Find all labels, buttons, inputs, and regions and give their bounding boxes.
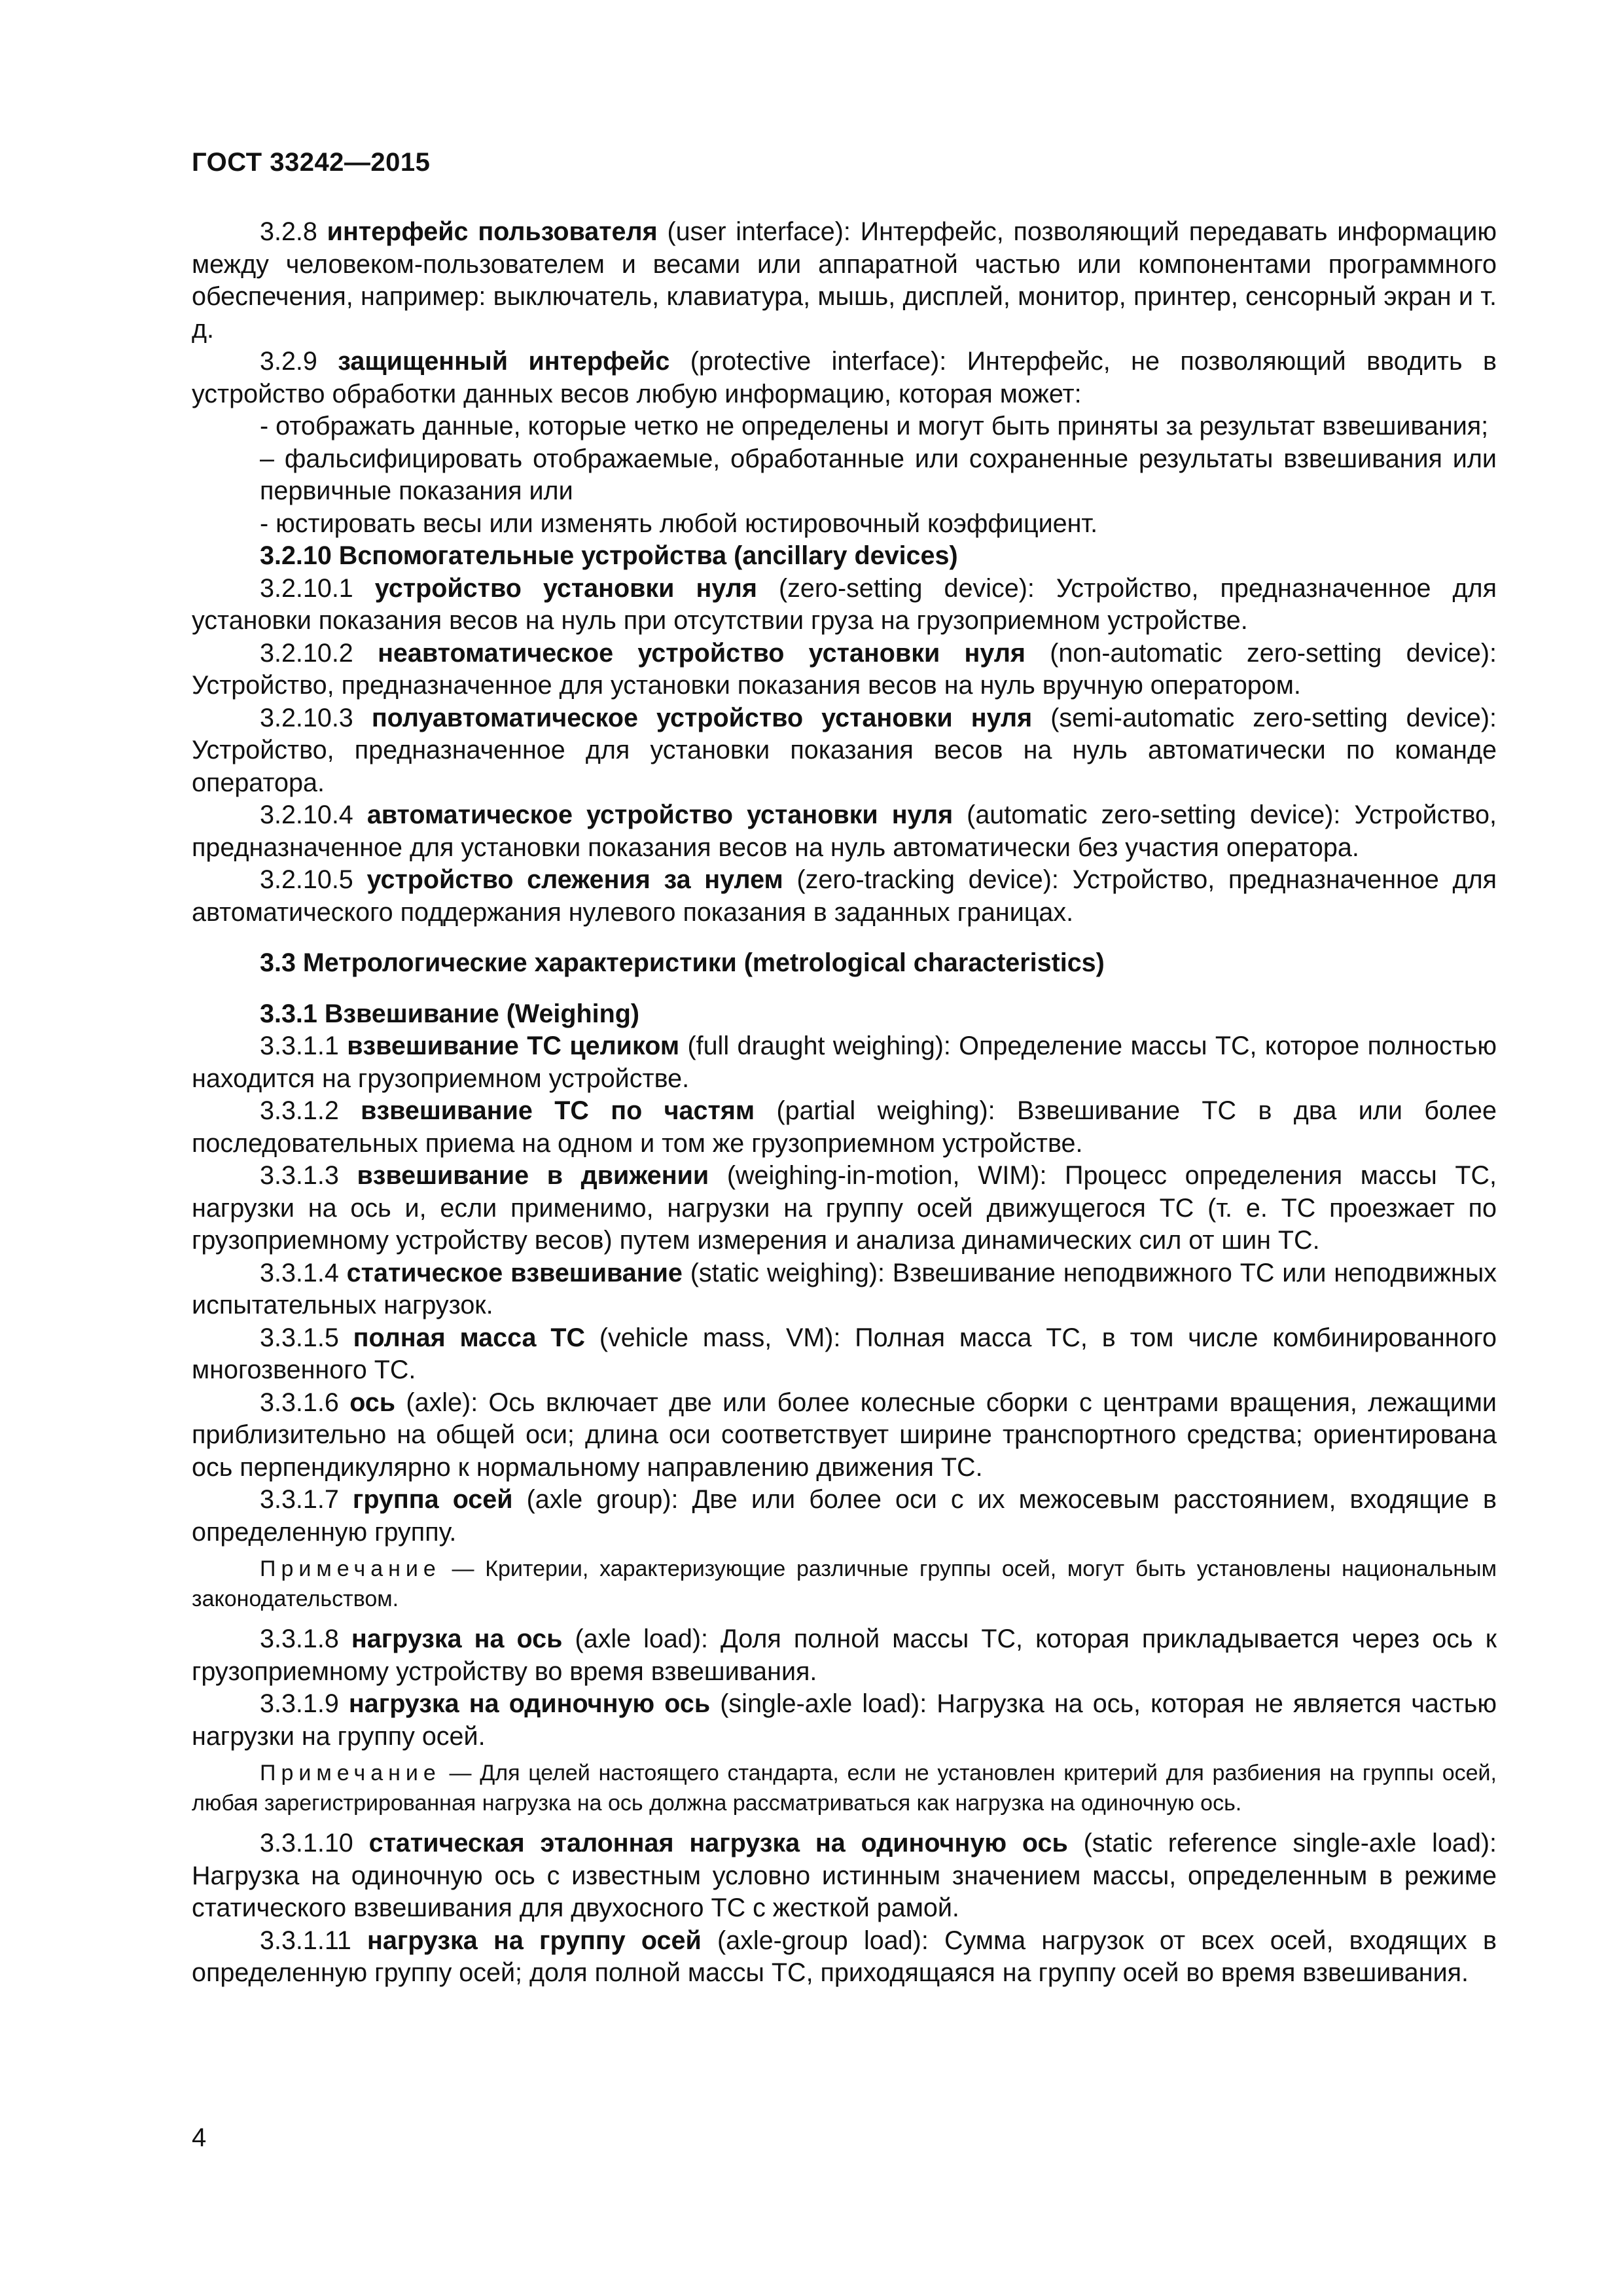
clause-number: 3.3.1.10	[260, 1829, 369, 1857]
clause-3-3-1-3	[192, 1160, 1497, 1257]
clause-term: статическое взвешивание	[346, 1258, 683, 1287]
note-text: — Критерии, характеризующие различные группы осей, могут быть установлены национальным законодательством.	[192, 1556, 1497, 1611]
clause-3-2-10-2	[192, 637, 1497, 702]
clause-3-3-1-10	[192, 1827, 1497, 1925]
clause-3-3-1-6	[192, 1387, 1497, 1484]
clause-text: (protective interface): Интерфейс, не позволяющий вводить в устройство обработки данных весов любую информацию, которая может:	[192, 347, 1497, 408]
clause-term: статическая эталонная нагрузка на одиночную ось	[368, 1829, 1068, 1857]
clause-text: (non-automatic zero-setting device): Устройство, предназначенное для установки показания весов на нуль вручную оператором.	[192, 638, 1497, 700]
clause-term: нагрузка на группу осей	[367, 1926, 702, 1955]
clause-term: нагрузка на ось	[351, 1624, 563, 1653]
clause-number: 3.3.1.2	[260, 1096, 361, 1125]
clause-3-3-1-7	[192, 1484, 1497, 1549]
clause-number: 3.3.1.6	[260, 1388, 350, 1417]
clause-text: (full draught weighing): Определение массы ТС, которое полностью находится на грузоприемном устройстве.	[192, 1031, 1497, 1093]
clause-3-3-1-1	[192, 1030, 1497, 1095]
list-item: - юстировать весы или изменять любой юстировочный коэффициент.	[260, 509, 1098, 538]
clause-term: группа осей	[352, 1485, 513, 1514]
clause-3-3-1-8	[192, 1623, 1497, 1688]
clause-number: 3.2.8	[260, 217, 327, 246]
clause-text: (weighing-in-motion, WIM): Процесс определения массы ТС, нагрузки на ось и, если применимо, нагрузки на группу осей движущегося ТС (т. е. ТС проезжает по грузоприемному устройству весов) путем измерения и анализа динамических сил от шин ТС.	[192, 1161, 1497, 1255]
note-label: Примечание	[260, 1556, 441, 1581]
clause-term: интерфейс пользователя	[327, 217, 658, 246]
clause-term: полуавтоматическое устройство установки нуля	[371, 703, 1033, 732]
clause-text: (vehicle mass, VM): Полная масса ТС, в том числе комбинированного многозвенного ТС.	[192, 1323, 1497, 1384]
note-label: Примечание	[260, 1761, 441, 1785]
document-body	[192, 216, 1497, 1990]
clause-number: 3.3.1.8	[260, 1624, 351, 1653]
clause-text: (static reference single-axle load): Нагрузка на одиночную ось с известным условно истинным значением массы, определенным в режиме статического взвешивания для двухосного ТС с жесткой рамой.	[192, 1829, 1497, 1922]
clause-number: 3.2.9	[260, 347, 338, 376]
clause-number: 3.2.10.2	[260, 638, 378, 668]
clause-number: 3.3.1.7	[260, 1485, 353, 1514]
clause-text: (single-axle load): Нагрузка на ось, которая не является частью нагрузки на группу осей.	[192, 1689, 1497, 1751]
clause-3-3-1-2	[192, 1095, 1497, 1160]
clause-3-3-1-9	[192, 1688, 1497, 1753]
clause-3-2-10-1	[192, 573, 1497, 637]
clause-term: автоматическое устройство установки нуля	[366, 800, 954, 829]
section-heading-3-3-1: 3.3.1 Взвешивание (Weighing)	[260, 999, 640, 1028]
clause-text: (user interface): Интерфейс, позволяющий передавать информацию между человеком-пользователем и весами или аппаратной частью или компонентами программного обеспечения, например: выключатель, клавиатура, мышь, дисплей, монитор, принтер, сенсорный экран и т. д.	[192, 217, 1497, 344]
clause-text: (axle load): Доля полной массы ТС, которая прикладывается через ось к грузоприемному устройству во время взвешивания.	[192, 1624, 1497, 1686]
clause-text: (zero-setting device): Устройство, предназначенное для установки показания весов на нуль при отсутствии груза на грузоприемном устройстве.	[192, 573, 1497, 635]
list-item: - отображать данные, которые четко не определены и могут быть приняты за результат взвешивания;	[260, 412, 1489, 440]
section-heading-3-3: 3.3 Метрологические характеристики (metrological characteristics)	[260, 948, 1105, 977]
clause-text: (partial weighing): Взвешивание ТС в два или более последовательных приема на одном и том же грузоприемном устройстве.	[192, 1096, 1497, 1158]
clause-term: ось	[349, 1388, 396, 1417]
clause-text: (zero-tracking device): Устройство, предназначенное для автоматического поддержания нулевого показания в заданных границах.	[192, 865, 1497, 927]
clause-3-2-9	[192, 346, 1497, 410]
clause-number: 3.3.1.3	[260, 1161, 357, 1190]
clause-3-3-1-11	[192, 1925, 1497, 1990]
clause-term: неавтоматическое устройство установки нуля	[378, 638, 1026, 668]
note-text: — Для целей настоящего стандарта, если не установлен критерий для разбиения на группы осей, любая зарегистрированная нагрузка на ось должна рассматриваться как нагрузка на одиночную ось.	[192, 1761, 1497, 1816]
clause-text: (semi-automatic zero-setting device): Устройство, предназначенное для установки показания весов на нуль автоматически по команде оператора.	[192, 703, 1497, 797]
clause-term: взвешивание ТС целиком	[347, 1031, 680, 1060]
clause-term: взвешивание ТС по частям	[361, 1096, 755, 1125]
clause-number: 3.2.10.4	[260, 800, 367, 829]
clause-term: устройство слежения за нулем	[366, 865, 783, 894]
note-single-axle	[192, 1758, 1497, 1818]
clause-text: (automatic zero-setting device): Устройство, предназначенное для установки показания весов на нуль автоматически без участия оператора.	[192, 800, 1497, 862]
clause-text: (axle-group load): Сумма нагрузок от всех осей, входящих в определенную группу осей; доля полной массы ТС, приходящаяся на группу осей во время взвешивания.	[192, 1926, 1497, 1987]
clause-3-2-8	[192, 216, 1497, 346]
clause-number: 3.2.10.1	[260, 573, 375, 603]
clause-number: 3.3.1.9	[260, 1689, 349, 1718]
clause-term: нагрузка на одиночную ось	[348, 1689, 711, 1718]
clause-text: (static weighing): Взвешивание неподвижного ТС или неподвижных испытательных нагрузок.	[192, 1258, 1497, 1319]
document-header: ГОСТ 33242—2015	[192, 148, 431, 177]
clause-term: взвешивание в движении	[357, 1161, 709, 1190]
clause-number: 3.3.1.5	[260, 1323, 353, 1352]
clause-number: 3.2.10.5	[260, 865, 367, 894]
clause-number: 3.3.1.11	[260, 1926, 368, 1955]
clause-term: полная масса ТС	[353, 1323, 586, 1352]
clause-3-2-10-5	[192, 864, 1497, 929]
clause-number: 3.3.1.4	[260, 1258, 347, 1287]
page-number: 4	[192, 2123, 207, 2152]
clause-text: (axle group): Две или более оси с их межосевым расстоянием, входящие в определенную группу.	[192, 1485, 1497, 1547]
clause-term: устройство установки нуля	[374, 573, 757, 603]
clause-3-2-10-3	[192, 702, 1497, 800]
clause-3-2-10-4	[192, 799, 1497, 864]
note-axle-groups	[192, 1554, 1497, 1614]
section-heading-3-2-10: 3.2.10 Вспомогательные устройства (ancillary devices)	[260, 541, 958, 570]
clause-number: 3.3.1.1	[260, 1031, 348, 1060]
clause-term: защищенный интерфейс	[338, 347, 670, 376]
clause-text: (axle): Ось включает две или более колесные сборки с центрами вращения, лежащими приблизительно на общей оси; длина оси соответствует ширине транспортного средства; ориентирована ось перпендикулярно к нормальному направлению движения ТС.	[192, 1388, 1497, 1482]
clause-number: 3.2.10.3	[260, 703, 372, 732]
list-item: – фальсифицировать отображаемые, обработанные или сохраненные результаты взвешивания или первичные показания или	[260, 444, 1497, 505]
clause-3-3-1-5	[192, 1322, 1497, 1387]
clause-3-3-1-4	[192, 1257, 1497, 1322]
